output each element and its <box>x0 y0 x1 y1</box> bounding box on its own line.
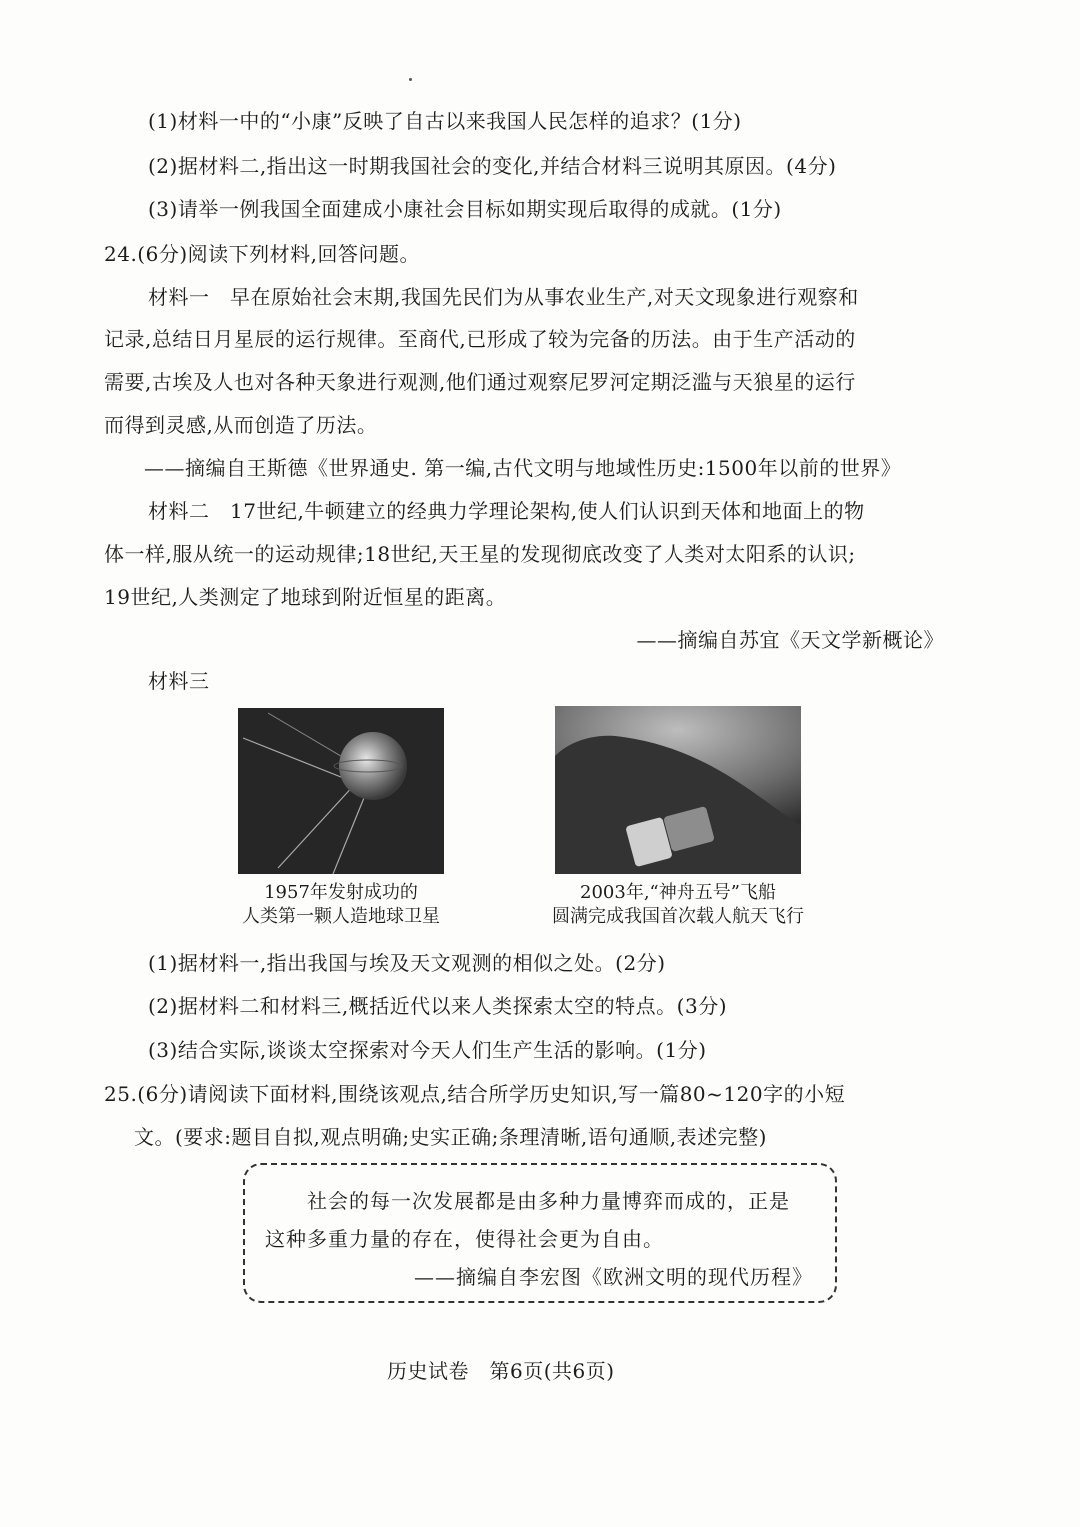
sputnik-caption <box>218 881 464 929</box>
quote-line: 社会的每一次发展都是由多种力量博弈而成的，正是 <box>307 1189 790 1213</box>
caption-line: 2003年,“神舟五号”飞船 <box>580 882 776 903</box>
q24-sub3: (3)结合实际,谈谈太空探索对今天人们生产生活的影响。(1分) <box>148 1038 707 1062</box>
q25-line2: 文。(要求:题目自拟,观点明确;史实正确;条理清晰,语句通顺,表述完整) <box>134 1125 767 1149</box>
q24-material1-line: 记录,总结日月星辰的运行规律。至商代,已形成了较为完备的历法。由于生产活动的 <box>104 327 856 351</box>
sputnik-image <box>238 708 444 874</box>
q24-material2-line: 体一样,服从统一的运动规律;18世纪,天王星的发现彻底改变了人类对太阳系的认识; <box>104 542 856 566</box>
q24-material1-source: ——摘编自王斯德《世界通史. 第一编,古代文明与地域性历史:1500年以前的世界》 <box>144 456 902 480</box>
q24-material2-line: 19世纪,人类测定了地球到附近恒星的距离。 <box>104 585 507 609</box>
q25-line1: 25.(6分)请阅读下面材料,围绕该观点,结合所学历史知识,写一篇80~120字的小短 <box>104 1082 846 1106</box>
scan-dot <box>409 78 412 81</box>
q23-sub1: (1)材料一中的“小康”反映了自古以来我国人民怎样的追求？(1分) <box>148 109 742 133</box>
q24-heading: 24.(6分)阅读下列材料,回答问题。 <box>104 242 420 266</box>
shenzhou-photo <box>555 706 801 874</box>
caption-line: 圆满完成我国首次载人航天飞行 <box>552 906 804 927</box>
quote-source: ——摘编自李宏图《欧洲文明的现代历程》 <box>414 1265 813 1289</box>
q23-sub3: (3)请举一例我国全面建成小康社会目标如期实现后取得的成就。(1分) <box>148 197 782 221</box>
q24-material1-line: 而得到灵感,从而创造了历法。 <box>104 413 378 437</box>
q23-sub2: (2)据材料二,指出这一时期我国社会的变化,并结合材料三说明其原因。(4分) <box>148 154 837 178</box>
q24-material1-line: 需要,古埃及人也对各种天象进行观测,他们通过观察尼罗河定期泛滥与天狼星的运行 <box>104 370 856 394</box>
shenzhou-caption <box>530 881 826 929</box>
quote-line: 这种多重力量的存在，使得社会更为自由。 <box>265 1227 664 1251</box>
q24-material2-source: ——摘编自苏宜《天文学新概论》 <box>636 628 944 652</box>
quote-box <box>243 1163 837 1303</box>
caption-line: 1957年发射成功的 <box>264 882 418 903</box>
q24-material1-line: 材料一 早在原始社会末期,我国先民们为从事农业生产,对天文现象进行观察和 <box>148 285 859 309</box>
q24-material3-label: 材料三 <box>148 669 210 693</box>
q24-sub2: (2)据材料二和材料三,概括近代以来人类探索太空的特点。(3分) <box>148 994 728 1018</box>
q24-sub1: (1)据材料一,指出我国与埃及天文观测的相似之处。(2分) <box>148 951 666 975</box>
shenzhou-image <box>555 706 801 874</box>
caption-line: 人类第一颗人造地球卫星 <box>242 906 440 927</box>
page-footer: 历史试卷 第6页(共6页) <box>387 1359 615 1383</box>
sputnik-photo <box>238 708 444 874</box>
q24-material2-line: 材料二 17世纪,牛顿建立的经典力学理论架构,使人们认识到天体和地面上的物 <box>148 499 865 523</box>
